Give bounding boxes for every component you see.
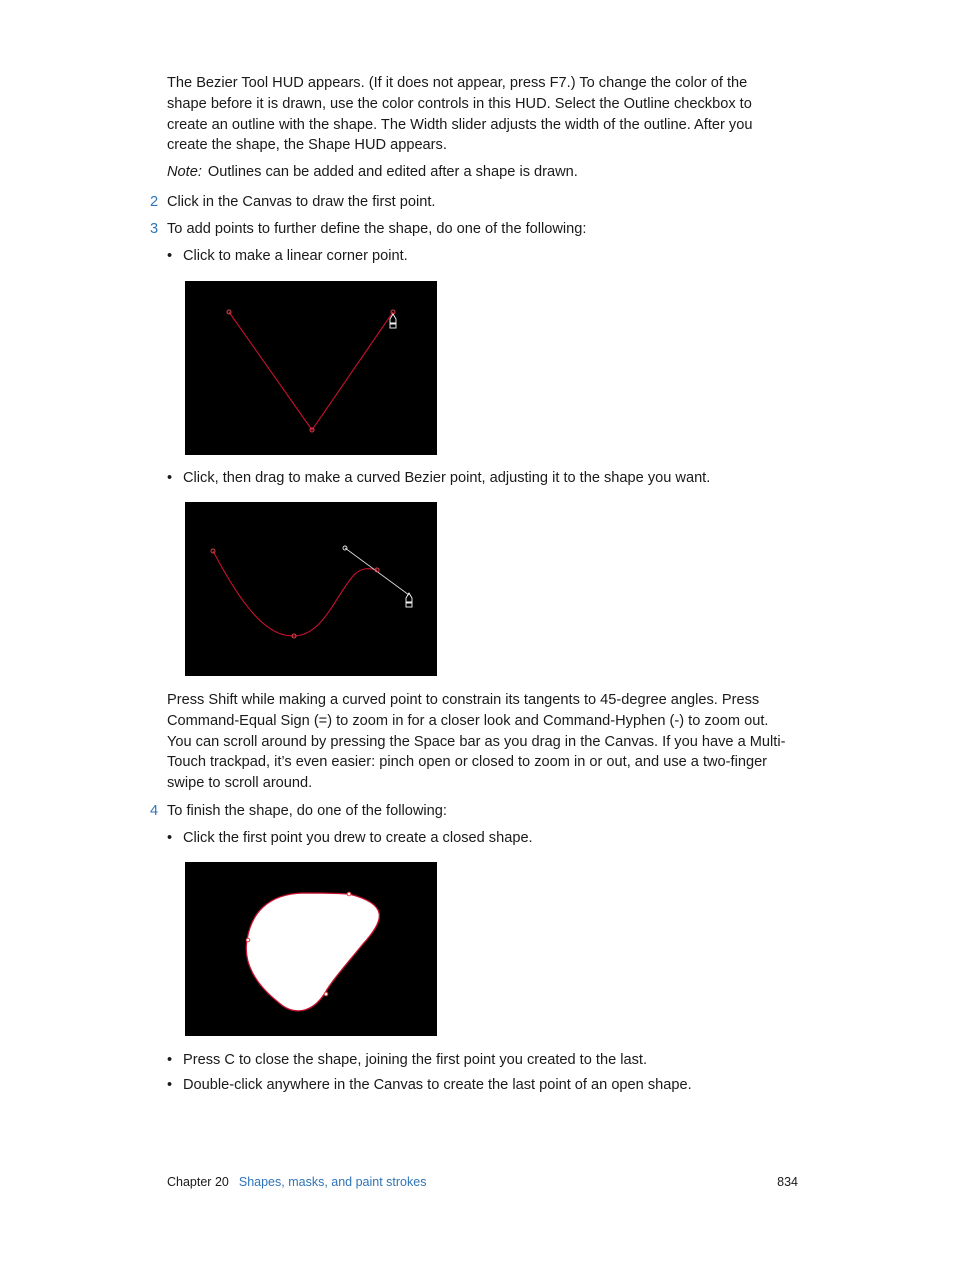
bullet-symbol: •: [167, 830, 173, 846]
closed-shape: [246, 893, 379, 1011]
note-paragraph: [167, 162, 787, 183]
pen-cursor-icon: [406, 593, 412, 607]
bullet-curved-point: [167, 468, 710, 488]
footer-chapter-title-link[interactable]: Shapes, masks, and paint strokes: [238, 1175, 427, 1189]
step-4: [150, 801, 447, 821]
bullet-symbol: •: [167, 470, 173, 486]
bullet-symbol: •: [167, 248, 173, 264]
step-number: 2: [150, 194, 159, 210]
control-point: [347, 892, 351, 896]
bullet-symbol: •: [167, 1077, 173, 1093]
intro-paragraph: The Bezier Tool HUD appears. (If it does not appear, press F7.) To change the color of the shape before it is drawn, use the color controls in this HUD. Select the Outline checkbox to create an outline with the shape. The Width slider adjusts the width of the outline. After you create the shape, the Shape HUD appears.: [167, 75, 753, 154]
note-label: Note:: [167, 164, 202, 180]
step-text: To finish the shape, do one of the following:: [167, 803, 447, 819]
pen-cursor-icon: [390, 314, 396, 328]
bullet-text: Double-click anywhere in the Canvas to create the last point of an open shape.: [183, 1077, 692, 1093]
bullet-double-click: [167, 1075, 692, 1095]
control-point: [324, 992, 328, 996]
shift-paragraph: Press Shift while making a curved point to constrain its tangents to 45-degree angles. Press Command-Equal Sign (=) to zoom in for a closer look and Command-Hyphen (-) to zoom out. You can scroll around by pressing the Space bar as you drag in the Canvas. If you have a Multi-Touch trackpad, it’s even easier: pinch open or closed to zoom in or out, and use a two-finger swipe to scroll around.: [167, 692, 786, 792]
note-text: Outlines can be added and edited after a shape is drawn.: [207, 164, 578, 180]
canvas-figure-linear: [185, 281, 437, 455]
step-text: To add points to further define the shape, do one of the following:: [167, 221, 587, 237]
step-text: Click in the Canvas to draw the first point.: [167, 194, 436, 210]
control-point: [246, 938, 250, 942]
bezier-path: [213, 551, 377, 636]
bullet-closed-shape: [167, 828, 533, 848]
page-number: 834: [777, 1175, 798, 1189]
bullet-text: Click the first point you drew to create a closed shape.: [183, 830, 533, 846]
bullet-press-c: [167, 1050, 647, 1070]
step-number: 3: [150, 221, 159, 237]
canvas-figure-curved: [185, 502, 437, 676]
linear-path: [229, 312, 393, 430]
bullet-text: Press C to close the shape, joining the first point you created to the last.: [183, 1052, 648, 1068]
page-footer: [167, 1173, 798, 1191]
canvas-figure-closed: [185, 862, 437, 1036]
bullet-linear-point: [167, 246, 408, 266]
bullet-text: Click, then drag to make a curved Bezier point, adjusting it to the shape you want.: [183, 470, 711, 486]
bullet-symbol: •: [167, 1052, 173, 1068]
step-3: [150, 219, 586, 239]
step-number: 4: [150, 803, 159, 819]
step-2: [150, 192, 435, 212]
footer-chapter: Chapter 20: [167, 1175, 229, 1189]
bullet-text: Click to make a linear corner point.: [183, 248, 408, 264]
